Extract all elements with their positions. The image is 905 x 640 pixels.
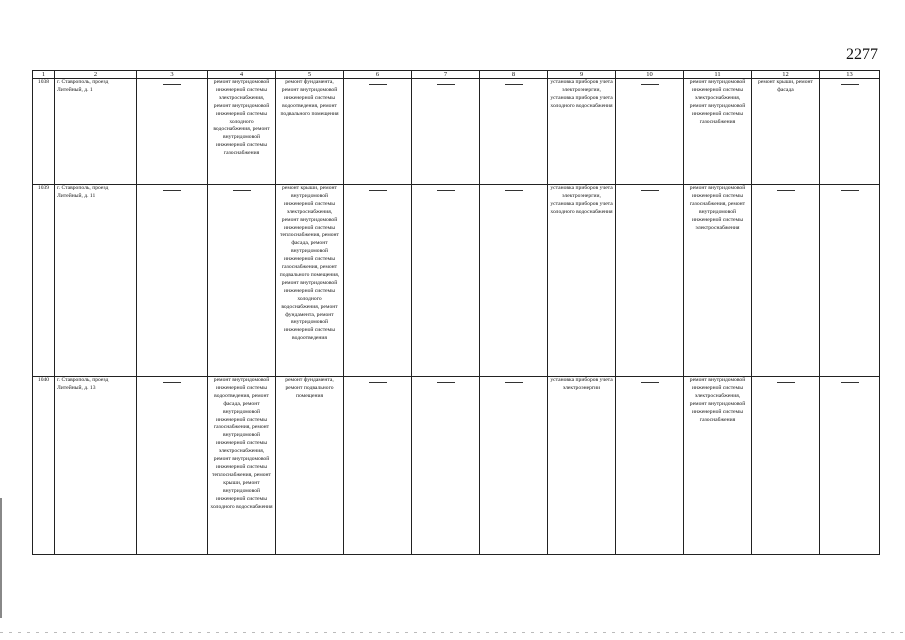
empty-cell — [412, 377, 480, 555]
dash-mark — [841, 190, 859, 191]
dash-mark — [437, 382, 455, 383]
header-row — [33, 71, 880, 79]
table-row — [33, 185, 880, 377]
dash-mark — [163, 190, 181, 191]
work-cell: ремонт крыши, ремонт внутридомовой инженерной системы электроснабжения, ремонт внутридомовой инженерной системы теплоснабжения, ремонт фасада, ремонт внутридомовой инженерной системы газоснабжения, ремонт подвального помещения, ремонт внутридомовой инженерной системы холодного водоснабжения, ремонт фундамента, ремонт внутридомовой инженерной системы водоотведения — [276, 185, 344, 377]
empty-cell — [820, 79, 880, 185]
dash-mark — [437, 190, 455, 191]
dash-mark — [841, 382, 859, 383]
dash-mark — [163, 382, 181, 383]
address-cell: г. Ставрополь, проезд Литейный, д. 1 — [55, 79, 137, 185]
page-number: 2277 — [846, 46, 878, 63]
column-header-11: 11 — [684, 71, 752, 79]
dash-mark — [505, 190, 523, 191]
dash-mark — [641, 382, 659, 383]
empty-cell — [616, 185, 684, 377]
scan-noise-line — [0, 632, 905, 633]
table-row — [33, 79, 880, 185]
empty-cell — [616, 377, 684, 555]
dash-mark — [505, 84, 523, 85]
empty-cell — [480, 377, 548, 555]
dash-mark — [505, 382, 523, 383]
row-number: 1038 — [33, 79, 55, 185]
column-header-10: 10 — [616, 71, 684, 79]
empty-cell — [137, 377, 208, 555]
dash-mark — [369, 382, 387, 383]
row-number: 1040 — [33, 377, 55, 555]
dash-mark — [641, 190, 659, 191]
dash-mark — [163, 84, 181, 85]
dash-mark — [437, 84, 455, 85]
work-cell: ремонт внутридомовой инженерной системы электроснабжения, ремонт внутридомовой инженерной системы газоснабжения — [684, 79, 752, 185]
column-header-1: 1 — [33, 71, 55, 79]
dash-mark — [777, 382, 795, 383]
empty-cell — [480, 185, 548, 377]
dash-mark — [369, 84, 387, 85]
table-row — [33, 377, 880, 555]
empty-cell — [208, 185, 276, 377]
work-cell: ремонт внутридомовой инженерной системы электроснабжения, ремонт внутридомовой инженерной системы газоснабжения — [684, 377, 752, 555]
dash-mark — [777, 190, 795, 191]
empty-cell — [137, 185, 208, 377]
work-cell: ремонт внутридомовой инженерной системы электроснабжения, ремонт внутридомовой инженерной системы холодного водоснабжения, ремонт внутридомовой инженерной системы газоснабжения — [208, 79, 276, 185]
row-number: 1039 — [33, 185, 55, 377]
empty-cell — [344, 185, 412, 377]
empty-cell — [752, 377, 820, 555]
dash-mark — [641, 84, 659, 85]
work-cell: установка приборов учета электроэнергии — [548, 377, 616, 555]
dash-mark — [369, 190, 387, 191]
work-cell: ремонт внутридомовой инженерной системы водоотведения, ремонт фасада, ремонт внутридомовой инженерной системы газоснабжения, ремонт внутридомовой инженерной системы электроснабжения, ремонт внутридомовой инженерной системы теплоснабжения, ремонт крыши, ремонт внутридомовой инженерной системы холодного водоснабжения — [208, 377, 276, 555]
work-cell: установка приборов учета электроэнергии, установка приборов учета холодного водоснабжения — [548, 79, 616, 185]
address-cell: г. Ставрополь, проезд Литейный, д. 13 — [55, 377, 137, 555]
column-header-9: 9 — [548, 71, 616, 79]
empty-cell — [480, 79, 548, 185]
empty-cell — [344, 79, 412, 185]
empty-cell — [412, 185, 480, 377]
column-header-7: 7 — [412, 71, 480, 79]
work-cell: ремонт внутридомовой инженерной системы газоснабжения, ремонт внутридомовой инженерной системы электроснабжения — [684, 185, 752, 377]
address-cell: г. Ставрополь, проезд Литейный, д. 11 — [55, 185, 137, 377]
column-header-6: 6 — [344, 71, 412, 79]
empty-cell — [412, 79, 480, 185]
column-header-5: 5 — [276, 71, 344, 79]
work-cell: ремонт фундамента, ремонт подвального помещения — [276, 377, 344, 555]
empty-cell — [820, 377, 880, 555]
empty-cell — [616, 79, 684, 185]
works-table — [32, 70, 880, 555]
work-cell: ремонт фундамента, ремонт внутридомовой инженерной системы водоотведения, ремонт подвального помещения — [276, 79, 344, 185]
column-header-12: 12 — [752, 71, 820, 79]
column-header-8: 8 — [480, 71, 548, 79]
column-header-2: 2 — [55, 71, 137, 79]
empty-cell — [752, 185, 820, 377]
column-header-3: 3 — [137, 71, 208, 79]
work-cell: установка приборов учета электроэнергии, установка приборов учета холодного водоснабжения — [548, 185, 616, 377]
column-header-13: 13 — [820, 71, 880, 79]
work-cell: ремонт крыши, ремонт фасада — [752, 79, 820, 185]
dash-mark — [841, 84, 859, 85]
empty-cell — [137, 79, 208, 185]
scan-edge-mark — [0, 498, 2, 618]
dash-mark — [233, 190, 251, 191]
column-header-4: 4 — [208, 71, 276, 79]
empty-cell — [820, 185, 880, 377]
empty-cell — [344, 377, 412, 555]
